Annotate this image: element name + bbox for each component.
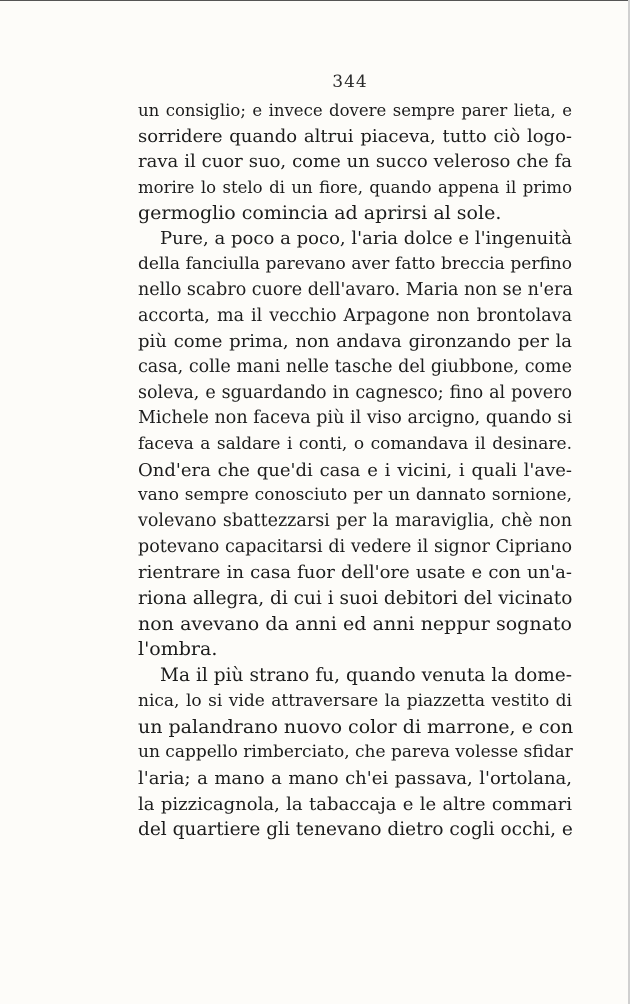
top-edge-rule — [0, 0, 630, 1]
text-line: Michele non faceva più il viso arcigno, quando si — [138, 408, 572, 429]
text-line: rientrare in casa fuor dell'ore usate e con un'a- — [138, 562, 572, 584]
text-line: del quartiere gli tenevano dietro cogli occhi, e — [138, 819, 573, 841]
text-line: l'aria; a mano a mano ch'ei passava, l'ortolana, — [138, 767, 572, 789]
text-line: un palandrano nuovo color di marrone, e con — [138, 715, 574, 738]
text-line: volevano sbattezzarsi per la maraviglia, chè non — [138, 511, 572, 531]
text-line: Ond'era che que'di casa e i vicini, i quali l'ave- — [138, 459, 572, 481]
text-line: faceva a saldare i conti, o comandava il desinare. — [138, 433, 572, 454]
text-line: nica, lo si vide attraversare la piazzetta vestito di — [138, 690, 572, 711]
text-line: più come prima, non andava gironzando per la — [138, 331, 572, 353]
text-line: casa, colle mani nelle tasche del giubbone, come — [138, 356, 572, 377]
text-line: riona allegra, di cui i suoi debitori del vicinato — [138, 588, 573, 610]
text-line: non avevano da anni ed anni neppur sognato — [138, 612, 572, 635]
text-line: nello scabro cuore dell'avaro. Maria non se n'era — [138, 279, 573, 300]
text-line: un consiglio; e invece dovere sempre parer lieta, e — [138, 101, 572, 120]
text-line: Ma il più strano fu, quando venuta la dome- — [160, 665, 572, 687]
text-line: rava il cuor suo, come un succo veleroso che fa — [138, 151, 572, 173]
text-line: della fanciulla parevano aver fatto breccia perfino — [138, 254, 572, 275]
text-line: accorta, ma il vecchio Arpagone non brontolava — [138, 305, 572, 326]
text-line: vano sempre conosciuto per un dannato sornione, — [138, 485, 572, 506]
text-line: Pure, a poco a poco, l'aria dolce e l'ingenuità — [160, 228, 572, 250]
text-line: morire lo stelo di un fiore, quando appena il primo — [138, 178, 572, 198]
text-line: germoglio comincia ad aprirsi al sole. — [138, 201, 502, 224]
body-text — [138, 98, 572, 843]
text-line: potevano capacitarsi di vedere il signor Cipriano — [138, 536, 572, 557]
text-line: un cappello rimberciato, che pareva volesse sfidar — [138, 742, 573, 763]
text-line: soleva, e sguardando in cagnesco; fino al povero — [138, 382, 572, 403]
text-line: la pizzicagnola, la tabaccaja e le altre commari — [138, 793, 572, 815]
text-line: l'ombra. — [138, 638, 218, 661]
page-number: 344 — [332, 72, 368, 92]
text-line: sorridere quando altrui piaceva, tutto ciò logo- — [138, 125, 572, 147]
